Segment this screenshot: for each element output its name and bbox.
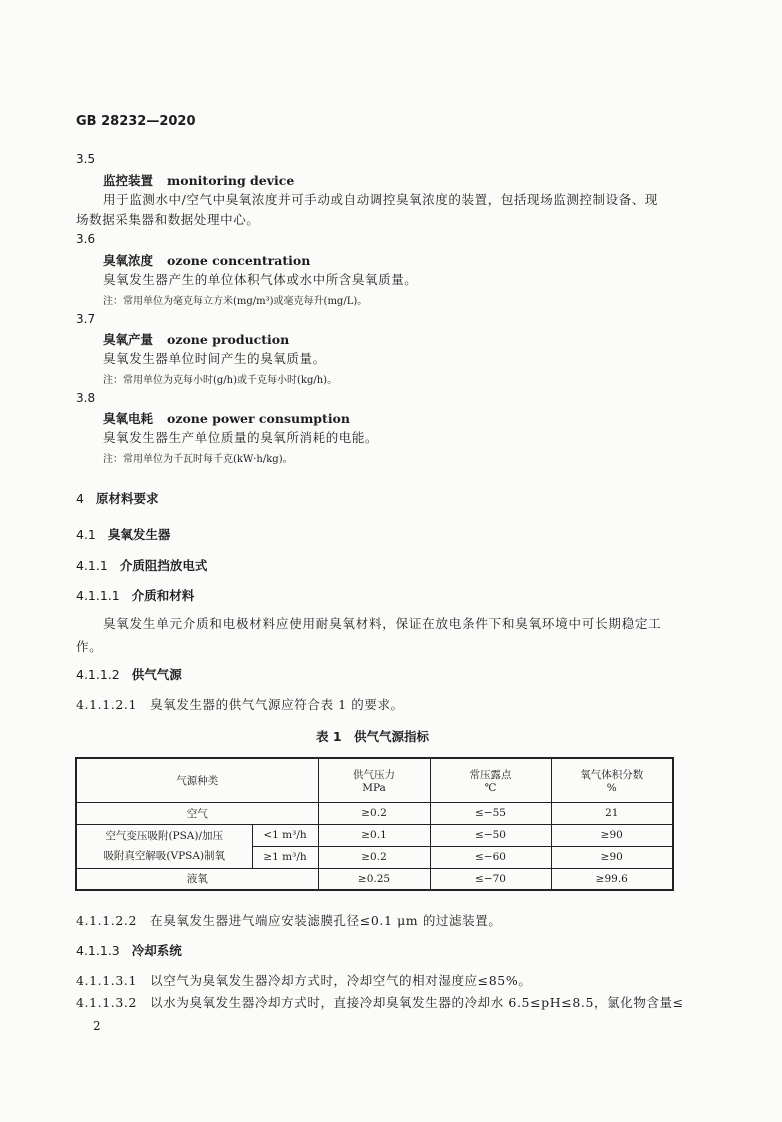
section-4-1-1-2-heading [76,665,182,683]
term-zh: 臭氧浓度 [103,253,154,268]
cell-flow: ≥1 m³/h [252,846,318,868]
clause-4-1-1-3-2: 4.1.1.3.2 以水为臭氧发生器冷却方式时，直接冷却臭氧发生器的冷却水 6.5≤pH≤8.5，氯化物含量≤ [76,995,684,1010]
standard-header: GB 28232—2020 [76,114,196,129]
term-number: 3.7 [76,312,96,326]
term-title [103,171,294,189]
table-caption: 表 1 供气气源指标 [316,729,430,744]
cell-flow: <1 m³/h [252,824,318,846]
cell-dewpoint: ≤−70 [430,868,551,890]
gas-source-spec-table [75,757,674,891]
section-title: 介质和材料 [131,588,195,603]
section-number: 4.1.1.1 [76,588,120,603]
section-title: 原材料要求 [95,491,159,506]
section-title: 冷却系统 [131,943,182,958]
section-4-1-1-3-heading [76,941,182,959]
section-number: 4.1 [76,527,96,542]
table-header-row [76,758,673,802]
cell-dewpoint: ≤−55 [430,802,551,824]
cell-dewpoint: ≤−50 [430,824,551,846]
term-number: 3.8 [76,391,96,405]
section-4-1-1-1-text: 臭氧发生单元介质和电极材料应使用耐臭氧材料，保证在放电条件下和臭氧环境中可长期稳定工作。 [76,616,662,654]
col-header-oxygen: 氧气体积分数 % [551,758,673,802]
cell-pressure: ≥0.1 [318,824,430,846]
term-definition: 用于监测水中/空气中臭氧浓度并可手动或自动调控臭氧浓度的装置，包括现场监测控制设备、现 [103,192,659,207]
cell-type: 空气 [76,802,318,824]
term-zh: 臭氧产量 [103,332,154,347]
section-number: 4 [76,491,84,506]
cell-oxygen: ≥90 [551,824,673,846]
term-title [103,409,350,427]
cell-pressure: ≥0.2 [318,846,430,868]
cell-type-psa: 空气变压吸附(PSA)/加压 吸附真空解吸(VPSA)制氧 [76,824,252,868]
section-number: 4.1.1.2 [76,667,120,682]
cell-dewpoint: ≤−60 [430,846,551,868]
term-number: 3.5 [76,152,96,166]
term-zh: 监控装置 [103,173,154,188]
term-note: 注：常用单位为克每小时(g/h)或千克每小时(kg/h)。 [103,375,338,386]
table-row [76,868,673,890]
col-header-type: 气源种类 [76,758,318,802]
term-title [103,330,289,348]
term-en: ozone concentration [167,253,311,268]
table-row [76,824,673,846]
col-header-dewpoint: 常压露点 ℃ [430,758,551,802]
clause-4-1-1-2-1: 4.1.1.2.1 臭氧发生器的供气气源应符合表 1 的要求。 [76,697,404,712]
term-note: 注：常用单位为千瓦时每千克(kW·h/kg)。 [103,454,293,465]
cell-oxygen: ≥99.6 [551,868,673,890]
page-number: 2 [93,1019,101,1033]
term-title [103,251,310,269]
term-zh: 臭氧电耗 [103,411,154,426]
term-definition: 臭氧发生器单位时间产生的臭氧质量。 [103,351,326,366]
term-definition-cont: 场数据采集器和数据处理中心。 [76,212,260,227]
cell-pressure: ≥0.25 [318,868,430,890]
term-en: ozone power consumption [167,411,350,426]
term-number: 3.6 [76,232,96,246]
cell-oxygen: 21 [551,802,673,824]
section-title: 供气气源 [131,667,182,682]
section-number: 4.1.1 [76,558,108,573]
section-4-1-1-heading [76,556,207,574]
section-4-heading [76,489,158,507]
clause-4-1-1-2-2: 4.1.1.2.2 在臭氧发生器进气端应安装滤膜孔径≤0.1 μm 的过滤装置。 [76,913,502,928]
term-definition: 臭氧发生器生产单位质量的臭氧所消耗的电能。 [103,430,379,445]
table-row [76,802,673,824]
col-header-pressure: 供气压力 MPa [318,758,430,802]
section-number: 4.1.1.3 [76,943,120,958]
section-4-1-1-1-heading [76,586,194,604]
term-note: 注：常用单位为毫克每立方米(mg/m³)或毫克每升(mg/L)。 [103,296,368,307]
cell-pressure: ≥0.2 [318,802,430,824]
term-definition: 臭氧发生器产生的单位体积气体或水中所含臭氧质量。 [103,272,418,287]
term-en: ozone production [167,332,290,347]
term-en: monitoring device [167,173,295,188]
cell-type: 液氧 [76,868,318,890]
section-title: 臭氧发生器 [107,527,171,542]
cell-oxygen: ≥90 [551,846,673,868]
section-4-1-heading [76,525,170,543]
clause-4-1-1-3-1: 4.1.1.3.1 以空气为臭氧发生器冷却方式时，冷却空气的相对湿度应≤85%。 [76,973,532,988]
section-title: 介质阻挡放电式 [119,558,208,573]
